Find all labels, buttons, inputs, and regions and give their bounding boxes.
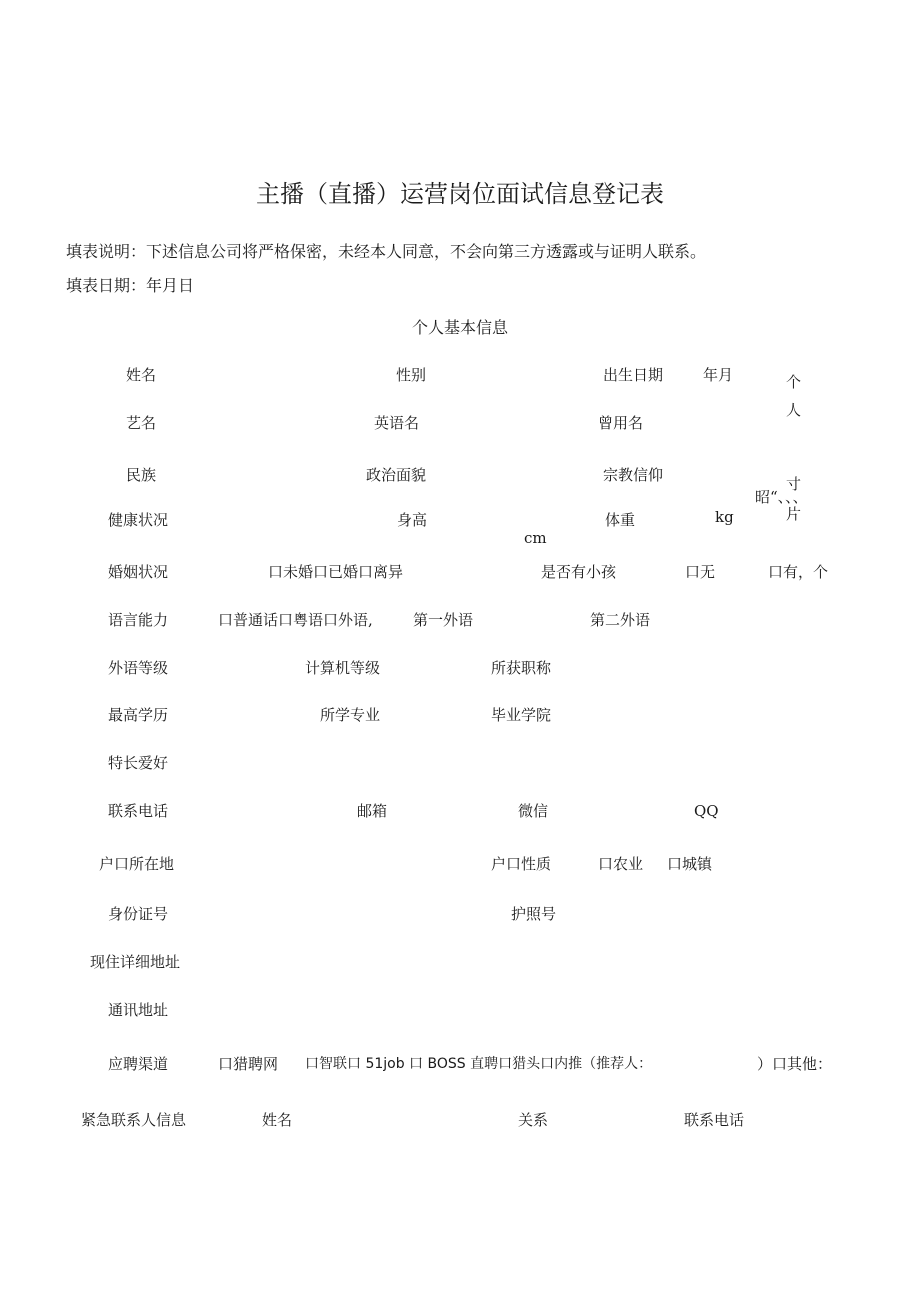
mailing-address-label: 通讯地址 (108, 1001, 169, 1019)
first-foreign-language-label: 第一外语 (413, 611, 474, 629)
child-yes-option[interactable]: 口有，个 (768, 563, 829, 581)
education-label: 最高学历 (108, 706, 169, 724)
marital-status-options[interactable]: 口未婚口已婚口离异 (268, 563, 404, 581)
application-channel-label: 应聘渠道 (108, 1055, 169, 1073)
foreign-language-level-label: 外语等级 (108, 659, 169, 677)
political-status-label: 政治面貌 (366, 466, 427, 484)
marital-status-label: 婚姻状况 (108, 563, 169, 581)
computer-level-label: 计算机等级 (305, 659, 381, 677)
weight-label: 体重 (605, 511, 636, 529)
ethnicity-label: 民族 (126, 466, 157, 484)
height-label: 身高 (397, 511, 428, 529)
hukou-urban-option[interactable]: 口城镇 (667, 855, 713, 873)
health-label: 健康状况 (108, 511, 169, 529)
gender-label: 性别 (396, 366, 427, 384)
religion-label: 宗教信仰 (603, 466, 664, 484)
page-title: 主播（直播）运营岗位面试信息登记表 (256, 180, 664, 208)
hukou-rural-option[interactable]: 口农业 (598, 855, 644, 873)
photo-label-line5: 片 (786, 505, 802, 523)
channel-liepin-option[interactable]: 口猎聘网 (218, 1055, 279, 1073)
fill-instructions: 填表说明：下述信息公司将严格保密，未经本人同意，不会向第三方透露或与证明人联系。 (66, 242, 707, 261)
name-label: 姓名 (126, 366, 157, 384)
passport-label: 护照号 (511, 905, 557, 923)
email-label: 邮箱 (357, 802, 388, 820)
photo-label-line4: 昭“、、、 (755, 488, 808, 506)
photo-label-line3: 寸 (786, 475, 802, 493)
hukou-location-label: 户口所在地 (99, 855, 175, 873)
major-label: 所学专业 (320, 706, 381, 724)
weight-unit: kg (715, 508, 734, 526)
former-name-label: 曾用名 (598, 414, 644, 432)
wechat-label: 微信 (518, 802, 549, 820)
channel-options[interactable]: 口智联口 51job 口 BOSS 直聘口猎头口内推（推荐人： (305, 1056, 653, 1072)
emergency-phone-label: 联系电话 (684, 1111, 745, 1129)
has-child-label: 是否有小孩 (541, 563, 617, 581)
hobbies-label: 特长爱好 (108, 754, 169, 772)
height-unit: cm (524, 529, 547, 547)
english-name-label: 英语名 (374, 414, 420, 432)
language-ability-label: 语言能力 (108, 611, 169, 629)
id-number-label: 身份证号 (108, 905, 169, 923)
professional-title-label: 所获职称 (491, 659, 552, 677)
emergency-relation-label: 关系 (518, 1111, 549, 1129)
language-options[interactable]: 口普通话口粤语口外语, (218, 611, 373, 629)
hukou-type-label: 户口性质 (491, 855, 552, 873)
child-none-option[interactable]: 口无 (685, 563, 716, 581)
section-title-personal-info: 个人基本信息 (411, 318, 508, 337)
birth-date-unit: 年月 (703, 366, 734, 384)
photo-label-line1: 个 (786, 373, 802, 391)
photo-label-line2: 人 (786, 401, 802, 419)
channel-other-option[interactable]: ）口其他： (757, 1055, 833, 1073)
fill-date: 填表日期：年月日 (66, 276, 195, 295)
phone-label: 联系电话 (108, 802, 169, 820)
birth-date-label: 出生日期 (603, 366, 664, 384)
qq-label: QQ (694, 802, 719, 820)
stage-name-label: 艺名 (126, 414, 157, 432)
graduate-school-label: 毕业学院 (491, 706, 552, 724)
second-foreign-language-label: 第二外语 (590, 611, 651, 629)
emergency-name-label: 姓名 (262, 1111, 293, 1129)
emergency-contact-label: 紧急联系人信息 (81, 1111, 187, 1129)
current-address-label: 现住详细地址 (90, 953, 181, 971)
